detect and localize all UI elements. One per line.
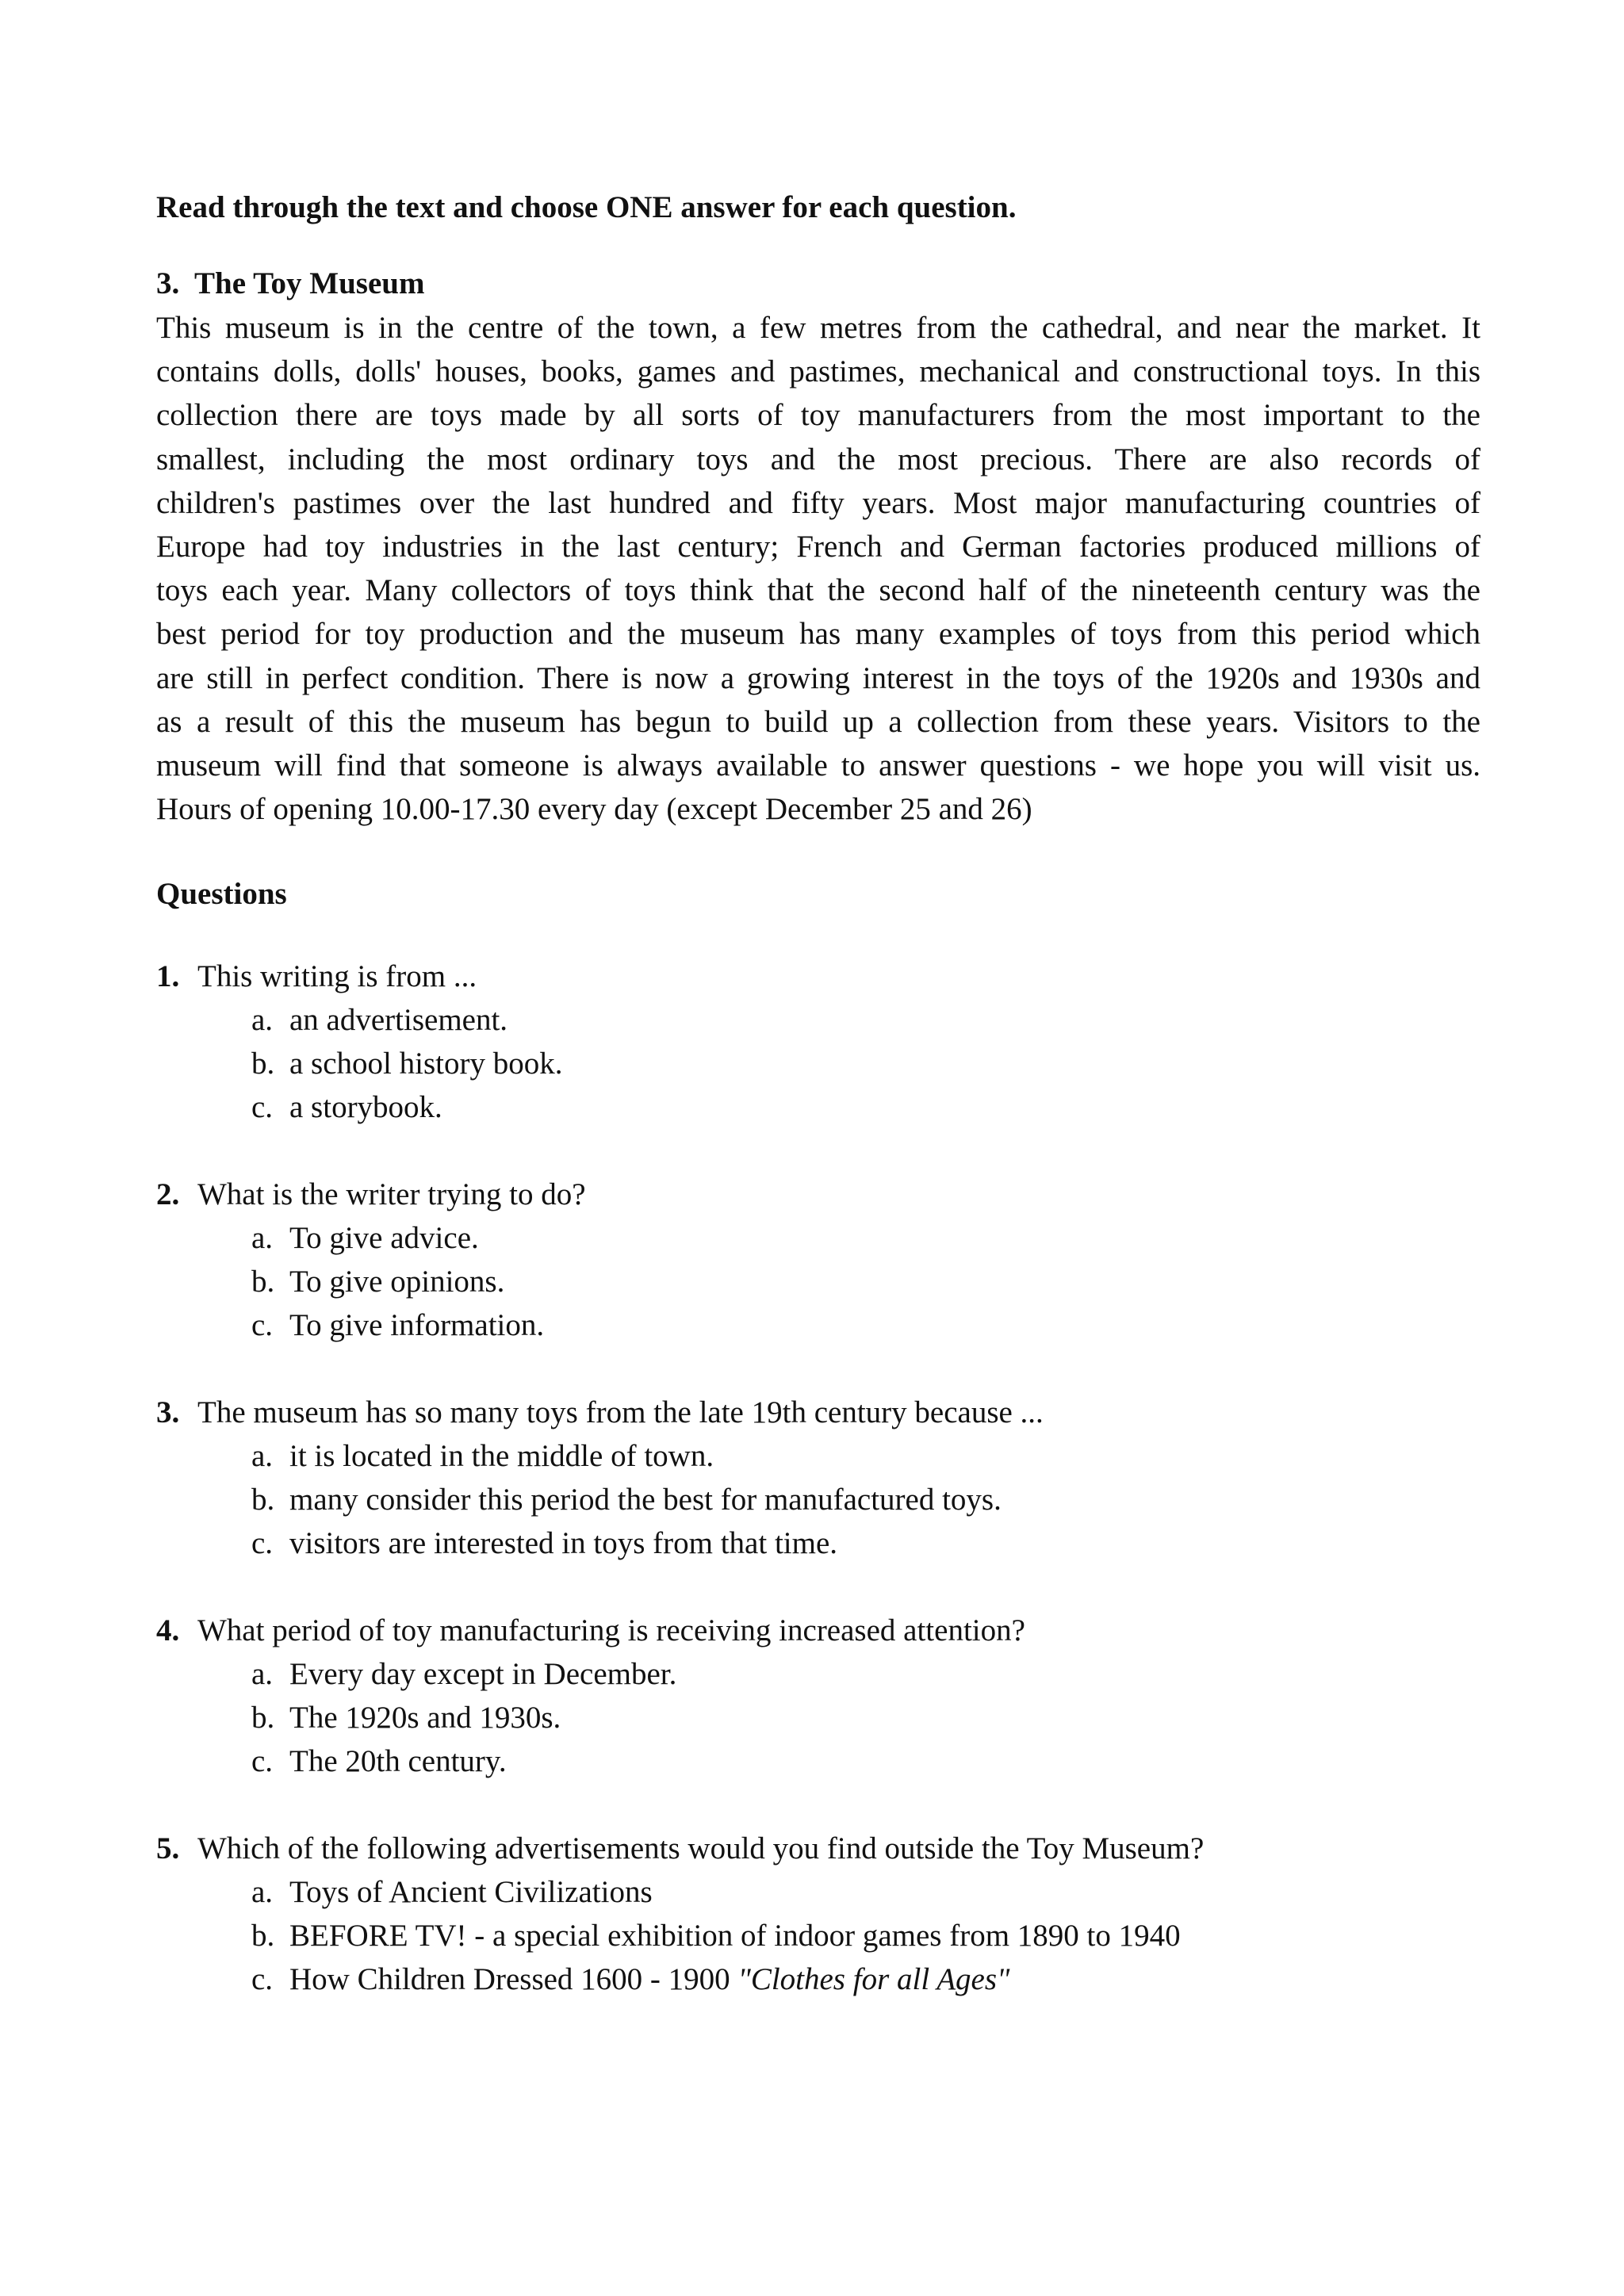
option-text: an advertisement. [289,1003,508,1038]
option-text: The 1920s and 1930s. [289,1701,561,1735]
answer-option-a[interactable] [156,1652,1480,1696]
option-text: The 20th century. [289,1744,507,1779]
answer-option-b[interactable] [156,1260,1480,1303]
option-letter: b. [251,1265,275,1299]
option-text: To give information. [289,1308,545,1343]
option-letter: c. [251,1090,274,1125]
question-text: Which of the following advertisements would you find outside the Toy Museum? [197,1831,1205,1866]
answer-option-a[interactable] [156,1870,1480,1914]
question-number: 5. [156,1831,180,1866]
option-text: Toys of Ancient Civilizations [289,1875,653,1910]
passage-line: toys each year. Many collectors of toys think that the second half of the nineteenth century was the [156,573,1480,608]
question-number: 4. [156,1613,180,1648]
option-text: Every day except in December. [289,1657,677,1692]
option-text: it is located in the middle of town. [289,1439,714,1474]
section-number: 3. [156,266,180,300]
question-5 [156,1827,1480,2001]
option-letter: a. [251,1657,274,1692]
option-letter: a. [251,1003,274,1038]
passage-line: This museum is in the centre of the town, a few metres from the cathedral, and near the market. It [156,311,1480,345]
question-4 [156,1609,1480,1783]
question-2 [156,1173,1480,1347]
option-letter: c. [251,1526,274,1561]
option-text: To give advice. [289,1221,479,1256]
question-3 [156,1391,1480,1565]
option-letter: a. [251,1439,274,1474]
passage-line: contains dolls, dolls' houses, books, games and pastimes, mechanical and constructional toys. In this [156,354,1480,389]
passage-line: children's pastimes over the last hundred and fifty years. Most major manufacturing countries of [156,485,1480,520]
option-text: How Children Dressed 1600 - 1900 [289,1962,730,1997]
answer-option-a[interactable] [156,998,1480,1042]
option-letter: a. [251,1875,274,1910]
question-number: 2. [156,1177,180,1212]
passage-line: museum will find that someone is always available to answer questions - we hope you will visit us. [156,748,1480,783]
option-text: a storybook. [289,1090,442,1125]
option-letter: b. [251,1483,275,1517]
option-letter: b. [251,1047,275,1081]
passage-line: smallest, including the most ordinary toys and the most precious. There are also records of [156,442,1480,476]
option-letter: b. [251,1919,275,1954]
answer-option-c[interactable] [156,1085,1480,1129]
questions-heading: Questions [156,877,287,912]
question-stem [156,1609,1480,1652]
answer-option-c[interactable] [156,1957,1480,2001]
answer-option-b[interactable] [156,1696,1480,1739]
passage-line: best period for toy production and the museum has many examples of toys from this period which [156,617,1480,652]
answer-option-b[interactable] [156,1914,1480,1957]
passage [156,306,1480,831]
passage-line: as a result of this the museum has begun to build up a collection from these years. Visitors to the [156,704,1480,739]
passage-line: Hours of opening 10.00-17.30 every day (except December 25 and 26) [156,792,1032,827]
section-title: The Toy Museum [194,266,425,300]
worksheet-page [156,189,1480,2001]
passage-line: Europe had toy industries in the last century; French and German factories produced millions of [156,530,1480,564]
option-letter: c. [251,1744,274,1779]
question-stem [156,1391,1480,1434]
option-text: many consider this period the best for manufactured toys. [289,1483,1002,1517]
question-number: 3. [156,1395,180,1430]
section-heading [156,265,1480,303]
passage-line: collection there are toys made by all sorts of toy manufacturers from the most important to the [156,398,1480,433]
answer-option-c[interactable] [156,1521,1480,1565]
instructions: Read through the text and choose ONE answer for each question. [156,190,1017,224]
question-stem [156,1173,1480,1216]
answer-option-a[interactable] [156,1216,1480,1260]
question-text: The museum has so many toys from the late 19th century because ... [197,1395,1044,1430]
option-letter: c. [251,1308,274,1343]
option-letter: a. [251,1221,274,1256]
option-italic-title: "Clothes for all Ages" [737,1962,1010,1997]
option-letter: b. [251,1701,275,1735]
answer-option-b[interactable] [156,1042,1480,1085]
answer-option-c[interactable] [156,1303,1480,1347]
question-text: What period of toy manufacturing is receiving increased attention? [197,1613,1025,1648]
answer-option-a[interactable] [156,1434,1480,1478]
question-text: What is the writer trying to do? [197,1177,586,1212]
question-stem [156,955,1480,998]
question-stem [156,1827,1480,1870]
option-letter: c. [251,1962,274,1997]
option-text: To give opinions. [289,1265,505,1299]
question-text: This writing is from ... [197,959,477,994]
option-text: visitors are interested in toys from that time. [289,1526,838,1561]
answer-option-b[interactable] [156,1478,1480,1521]
option-text: BEFORE TV! - a special exhibition of indoor games from 1890 to 1940 [289,1919,1181,1954]
passage-line: are still in perfect condition. There is now a growing interest in the toys of the 1920s and 1930s and [156,660,1480,695]
option-text: a school history book. [289,1047,563,1081]
question-1 [156,955,1480,1129]
answer-option-c[interactable] [156,1739,1480,1783]
question-number: 1. [156,959,180,994]
